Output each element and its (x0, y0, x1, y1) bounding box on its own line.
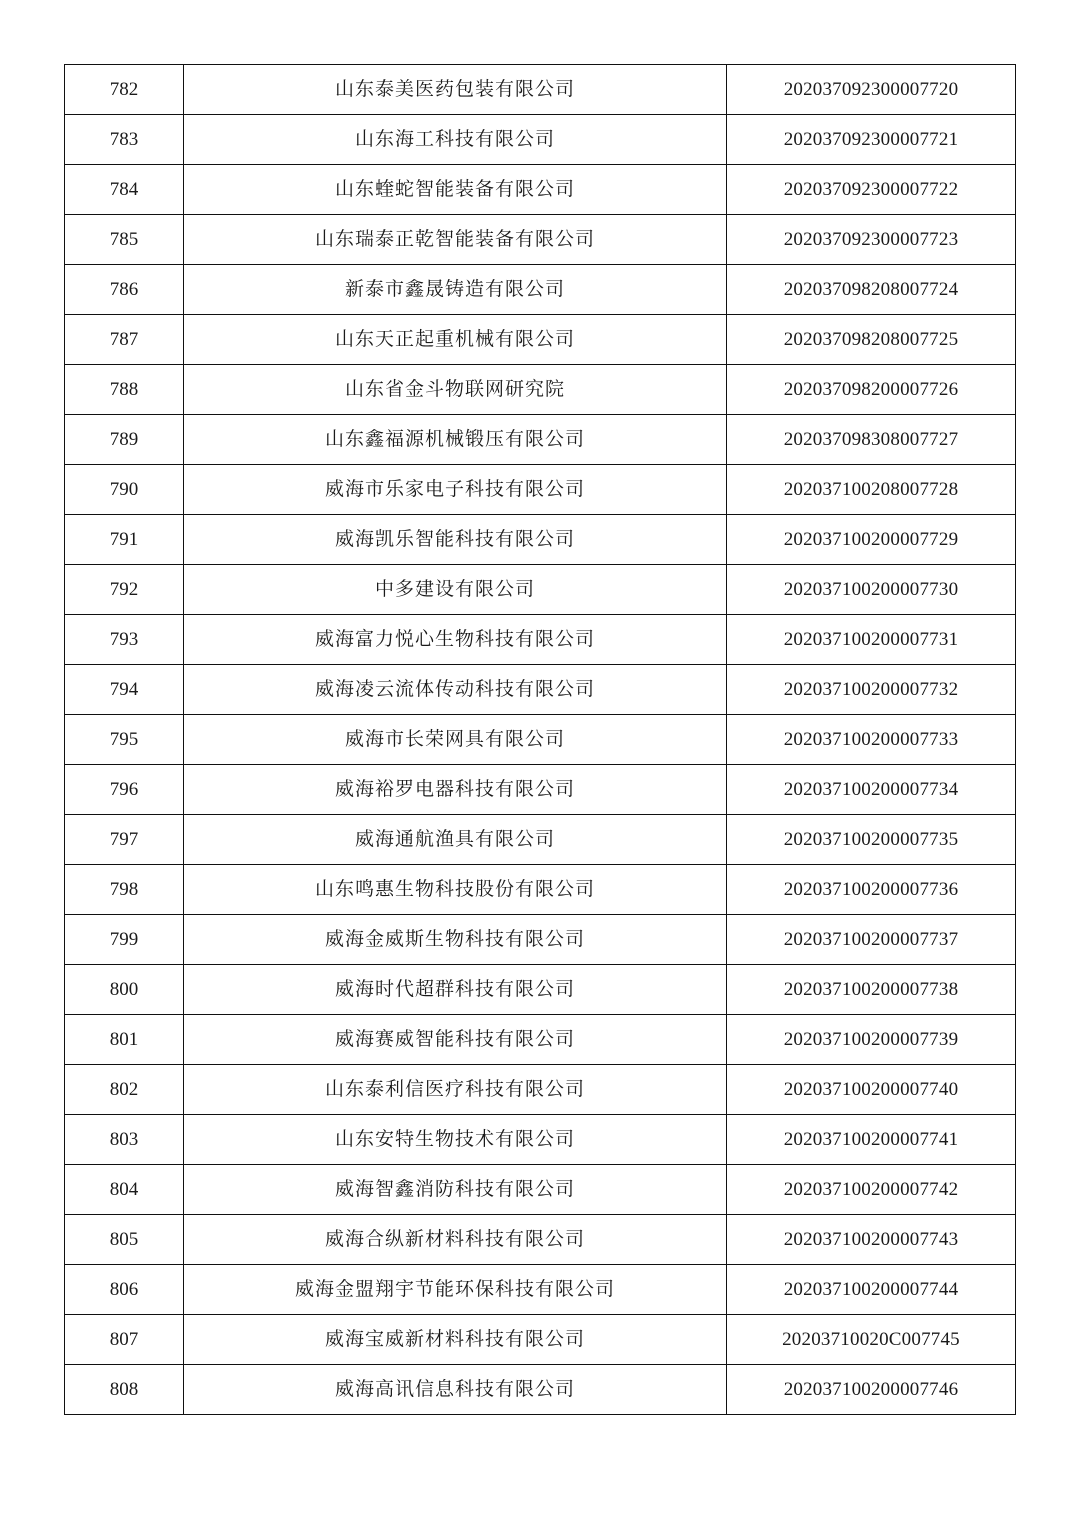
table-row (65, 1115, 1016, 1165)
table-row (65, 215, 1016, 265)
company-name-cell: 威海富力悦心生物科技有限公司 (184, 615, 727, 665)
registration-code-cell: 202037100200007740 (727, 1065, 1016, 1115)
company-name-cell: 山东鸣惠生物科技股份有限公司 (184, 865, 727, 915)
registration-code-cell: 202037100200007746 (727, 1365, 1016, 1415)
row-number-cell: 782 (65, 65, 184, 115)
table-row (65, 665, 1016, 715)
row-number-cell: 800 (65, 965, 184, 1015)
registry-table-body (65, 65, 1016, 1415)
row-number-cell: 794 (65, 665, 184, 715)
row-number-cell: 804 (65, 1165, 184, 1215)
registration-code-cell: 202037100200007730 (727, 565, 1016, 615)
company-name-cell: 中多建设有限公司 (184, 565, 727, 615)
company-name-cell: 山东海工科技有限公司 (184, 115, 727, 165)
table-row (65, 765, 1016, 815)
company-name-cell: 山东泰美医药包装有限公司 (184, 65, 727, 115)
row-number-cell: 803 (65, 1115, 184, 1165)
row-number-cell: 791 (65, 515, 184, 565)
company-name-cell: 威海市长荣网具有限公司 (184, 715, 727, 765)
company-name-cell: 山东安特生物技术有限公司 (184, 1115, 727, 1165)
company-name-cell: 山东鑫福源机械锻压有限公司 (184, 415, 727, 465)
company-name-cell: 威海裕罗电器科技有限公司 (184, 765, 727, 815)
registration-code-cell: 202037092300007720 (727, 65, 1016, 115)
row-number-cell: 784 (65, 165, 184, 215)
table-row (65, 565, 1016, 615)
row-number-cell: 790 (65, 465, 184, 515)
table-row (65, 265, 1016, 315)
company-name-cell: 威海赛威智能科技有限公司 (184, 1015, 727, 1065)
registration-code-cell: 202037100200007739 (727, 1015, 1016, 1065)
registration-code-cell: 202037098208007724 (727, 265, 1016, 315)
row-number-cell: 806 (65, 1265, 184, 1315)
registration-code-cell: 202037100200007731 (727, 615, 1016, 665)
company-name-cell: 威海宝威新材料科技有限公司 (184, 1315, 727, 1365)
table-row (65, 1265, 1016, 1315)
row-number-cell: 799 (65, 915, 184, 965)
row-number-cell: 792 (65, 565, 184, 615)
row-number-cell: 787 (65, 315, 184, 365)
registration-code-cell: 202037092300007721 (727, 115, 1016, 165)
table-row (65, 315, 1016, 365)
registration-code-cell: 202037100200007734 (727, 765, 1016, 815)
registration-code-cell: 202037100200007743 (727, 1215, 1016, 1265)
company-name-cell: 威海通航渔具有限公司 (184, 815, 727, 865)
table-row (65, 615, 1016, 665)
registration-code-cell: 202037100200007741 (727, 1115, 1016, 1165)
row-number-cell: 801 (65, 1015, 184, 1065)
company-name-cell: 山东省金斗物联网研究院 (184, 365, 727, 415)
registration-code-cell: 202037100200007733 (727, 715, 1016, 765)
company-name-cell: 威海高讯信息科技有限公司 (184, 1365, 727, 1415)
registration-code-cell: 202037100200007742 (727, 1165, 1016, 1215)
company-name-cell: 威海金盟翔宇节能环保科技有限公司 (184, 1265, 727, 1315)
table-row (65, 1315, 1016, 1365)
company-name-cell: 山东天正起重机械有限公司 (184, 315, 727, 365)
company-name-cell: 威海凯乐智能科技有限公司 (184, 515, 727, 565)
registration-code-cell: 202037100200007738 (727, 965, 1016, 1015)
row-number-cell: 795 (65, 715, 184, 765)
table-row (65, 115, 1016, 165)
company-name-cell: 威海凌云流体传动科技有限公司 (184, 665, 727, 715)
registration-code-cell: 20203710020C007745 (727, 1315, 1016, 1365)
registration-code-cell: 202037100200007736 (727, 865, 1016, 915)
table-row (65, 1215, 1016, 1265)
row-number-cell: 797 (65, 815, 184, 865)
company-name-cell: 山东泰利信医疗科技有限公司 (184, 1065, 727, 1115)
registration-code-cell: 202037100200007737 (727, 915, 1016, 965)
table-row (65, 865, 1016, 915)
company-name-cell: 威海智鑫消防科技有限公司 (184, 1165, 727, 1215)
table-row (65, 465, 1016, 515)
registration-code-cell: 202037100200007732 (727, 665, 1016, 715)
table-row (65, 965, 1016, 1015)
row-number-cell: 805 (65, 1215, 184, 1265)
registration-code-cell: 202037098208007725 (727, 315, 1016, 365)
company-name-cell: 威海市乐家电子科技有限公司 (184, 465, 727, 515)
registration-code-cell: 202037100208007728 (727, 465, 1016, 515)
table-row (65, 65, 1016, 115)
table-row (65, 915, 1016, 965)
company-registry-table (64, 64, 1016, 1415)
row-number-cell: 786 (65, 265, 184, 315)
table-row (65, 815, 1016, 865)
table-row (65, 1365, 1016, 1415)
registration-code-cell: 202037100200007729 (727, 515, 1016, 565)
row-number-cell: 788 (65, 365, 184, 415)
registration-code-cell: 202037100200007744 (727, 1265, 1016, 1315)
table-row (65, 365, 1016, 415)
table-row (65, 415, 1016, 465)
row-number-cell: 789 (65, 415, 184, 465)
table-row (65, 515, 1016, 565)
row-number-cell: 798 (65, 865, 184, 915)
table-row (65, 1165, 1016, 1215)
registration-code-cell: 202037092300007723 (727, 215, 1016, 265)
company-name-cell: 威海合纵新材料科技有限公司 (184, 1215, 727, 1265)
table-row (65, 1015, 1016, 1065)
row-number-cell: 807 (65, 1315, 184, 1365)
row-number-cell: 802 (65, 1065, 184, 1115)
company-name-cell: 山东蝰蛇智能装备有限公司 (184, 165, 727, 215)
registration-code-cell: 202037100200007735 (727, 815, 1016, 865)
row-number-cell: 808 (65, 1365, 184, 1415)
row-number-cell: 793 (65, 615, 184, 665)
registration-code-cell: 202037092300007722 (727, 165, 1016, 215)
table-row (65, 165, 1016, 215)
row-number-cell: 785 (65, 215, 184, 265)
company-name-cell: 威海金威斯生物科技有限公司 (184, 915, 727, 965)
registration-code-cell: 202037098308007727 (727, 415, 1016, 465)
table-row (65, 715, 1016, 765)
table-row (65, 1065, 1016, 1115)
registration-code-cell: 202037098200007726 (727, 365, 1016, 415)
row-number-cell: 783 (65, 115, 184, 165)
company-name-cell: 山东瑞泰正乾智能装备有限公司 (184, 215, 727, 265)
company-name-cell: 威海时代超群科技有限公司 (184, 965, 727, 1015)
row-number-cell: 796 (65, 765, 184, 815)
company-name-cell: 新泰市鑫晟铸造有限公司 (184, 265, 727, 315)
